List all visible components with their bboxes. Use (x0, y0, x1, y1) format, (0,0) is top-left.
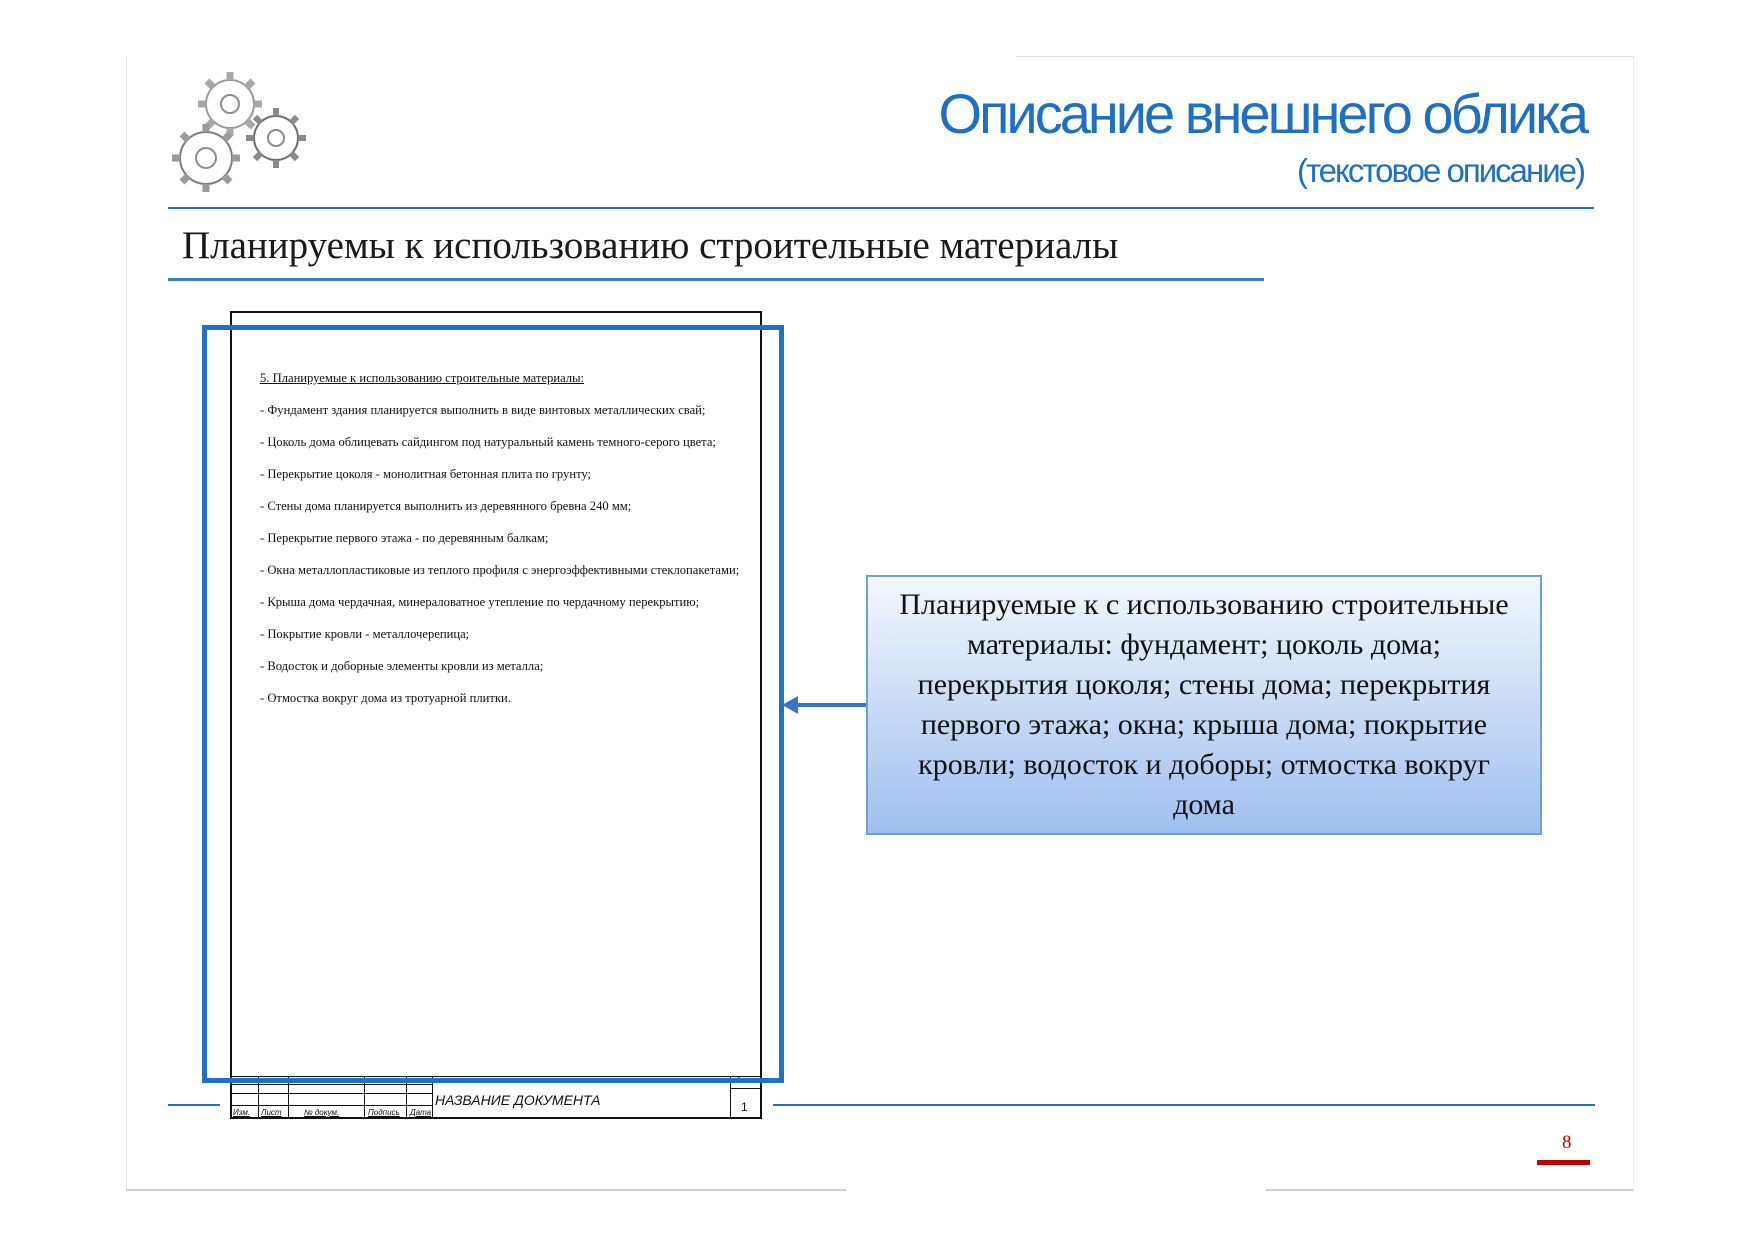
section-divider (168, 278, 1264, 281)
title-block-sheet-label: Лист (736, 1078, 752, 1084)
gears-logo-icon (168, 66, 318, 198)
title-block-col-izm: Изм. (233, 1108, 251, 1117)
title-block-col-signature: Подпись (368, 1108, 400, 1117)
page-number: 8 (1562, 1132, 1572, 1153)
page-number-underline (1537, 1160, 1590, 1165)
slide-subtitle: (текстовое описание) (1296, 152, 1584, 189)
footer-divider-right (773, 1104, 1595, 1106)
arrow-left-icon (782, 691, 870, 719)
title-block-sheet-number: 1 (741, 1100, 748, 1114)
slide-title: Описание внешнего облика (938, 82, 1586, 145)
title-block-col-date: Дата (410, 1108, 432, 1117)
footer-divider-left (168, 1104, 220, 1106)
document-item: - Цоколь дома облицевать сайдингом под натуральный камень темного-серого цвета; (260, 435, 716, 449)
document-item: - Перекрытие цоколя - монолитная бетонная плита по грунту; (260, 467, 592, 481)
document-item: - Стены дома планируется выполнить из деревянного бревна 240 мм; (260, 499, 632, 513)
section-heading: Планируемы к использованию строительные материалы (182, 224, 1119, 267)
title-block-col-list: Лист (261, 1108, 282, 1117)
callout-text: Планируемые к с использованию строительные материалы: фундамент; цоколь дома; перекрытия цоколя; стены дома; перекрытия первого этажа; окна; крыша дома; покрытие кровли; водосток и доборы; отмостка вокруг дома (899, 588, 1509, 821)
document-item: - Окна металлопластиковые из теплого профиля с энергоэффективными стеклопакетами; (260, 563, 740, 577)
document-highlight-frame (202, 325, 784, 1083)
document-item: - Отмостка вокруг дома из тротуарной плитки. (260, 691, 511, 705)
header-divider (168, 207, 1594, 209)
document-item: - Крыша дома чердачная, минераловатное утепление по чердачному перекрытию; (260, 595, 700, 609)
callout-box (866, 575, 1542, 835)
document-item: - Покрытие кровли - металлочерепица; (260, 627, 470, 641)
document-item: - Водосток и доборные элементы кровли из металла; (260, 659, 544, 673)
title-block-col-docnum: № докум. (304, 1108, 340, 1117)
document-heading: 5. Планируемые к использованию строительные материалы: (260, 371, 585, 385)
title-block-document-name: НАЗВАНИЕ ДОКУМЕНТА (435, 1092, 601, 1108)
document-item: - Перекрытие первого этажа - по деревянным балкам; (260, 531, 549, 545)
document-item: - Фундамент здания планируется выполнить в виде винтовых металлических свай; (260, 403, 706, 417)
